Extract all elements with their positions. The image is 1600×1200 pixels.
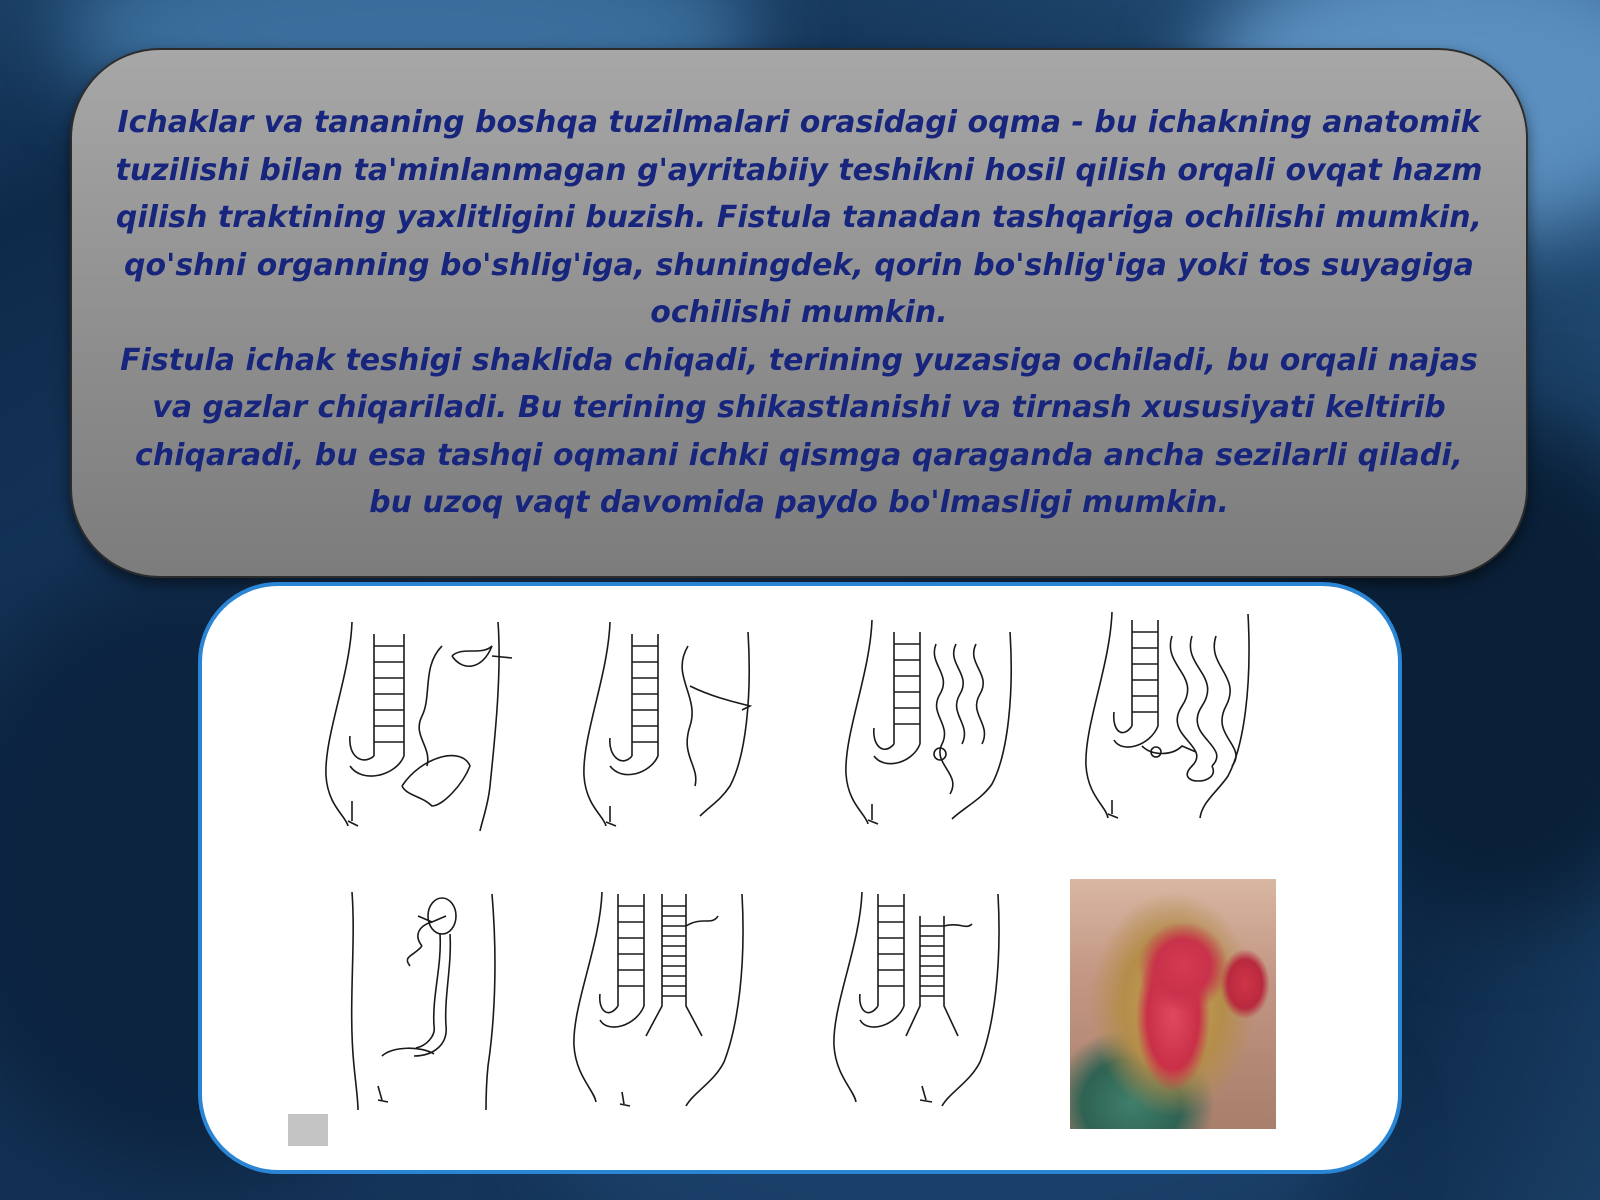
illustration-panel [198, 582, 1402, 1174]
paragraph-description: Fistula ichak teshigi shaklida chiqadi, terining yuzasiga ochiladi, bu orqali najas va gazlar chiqariladi. Bu terining shikastlanishi va tirnash xususiyati keltirib chiqaradi, bu esa tashqi oqmani ichki qismga qaraganda ancha sezilarli qiladi, bu uzoq vaqt davomida paydo bo'lmasligi mumkin. [120, 342, 1478, 521]
placeholder-square [288, 1114, 328, 1146]
fistula-diagram-3 [832, 614, 1032, 834]
fistula-diagram-2 [570, 616, 770, 836]
text-panel [70, 48, 1528, 578]
body-text [112, 99, 1486, 527]
fistula-diagram-6 [562, 886, 762, 1116]
paragraph-definition: Ichaklar va tananing boshqa tuzilmalari orasidagi oqma - bu ichakning anatomik tuzilishi bilan ta'minlanmagan g'ayritabiiy teshikni hosil qilish orqali ovqat hazm qilish traktining yaxlitligini buzish. Fistula tanadan tashqariga ochilishi mumkin, qo'shni organning bo'shlig'iga, shuningdek, qorin bo'shlig'iga yoki tos suyagiga ochilishi mumkin. [115, 105, 1483, 331]
fistula-diagram-7 [822, 886, 1022, 1116]
fistula-diagram-5 [322, 886, 512, 1116]
wound-photo [1070, 879, 1276, 1129]
fistula-diagram-1 [312, 616, 522, 836]
fistula-diagram-4 [1072, 606, 1272, 831]
